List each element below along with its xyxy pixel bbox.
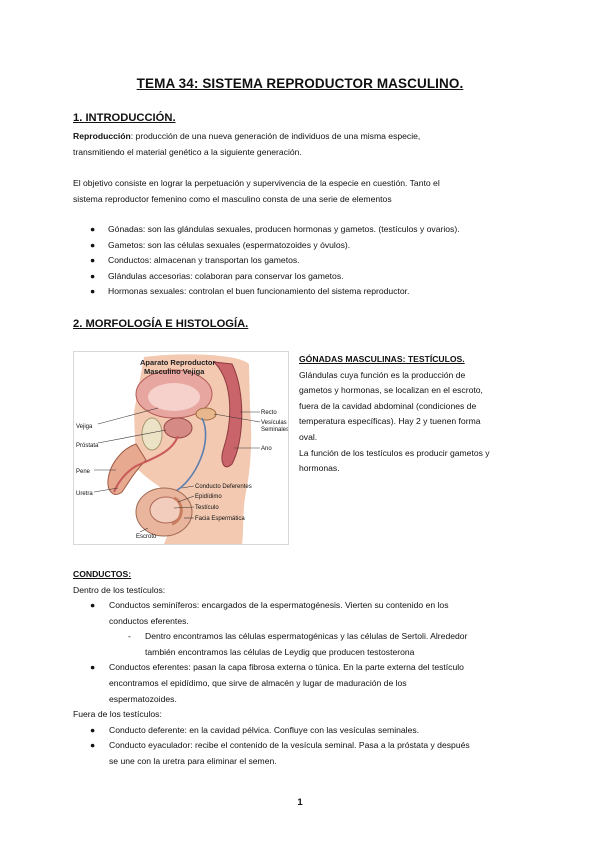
label-uretra: Uretra — [76, 491, 93, 497]
label-prostata: Próstata — [76, 443, 99, 449]
label-pene: Pene — [76, 469, 91, 475]
outside-testes-label: Fuera de los testículos: — [73, 709, 162, 719]
gonads-line: fuera de la cavidad abdominal (condiciones de — [299, 400, 477, 411]
list-item: ● Gametos: son las células sexuales (espermatozoides y óvulos). — [90, 238, 460, 254]
gonads-line: gametos y hormonas, se localizan en el escroto, — [299, 385, 483, 396]
label-facia: Facia Espermática — [195, 516, 245, 522]
duct-item-2-line-2: encontramos el epidídimo, que sirve de almacén y lugar de maduración de los — [109, 678, 407, 688]
bullet-icon: ● — [90, 255, 96, 265]
list-item: ● Conductos: almacenan y transportan los gametos. — [90, 253, 460, 269]
intro-definition — [73, 129, 533, 160]
list-item: ● Gónadas: son las glándulas sexuales, producen hormonas y gametos. (testículos y ovarios). — [90, 222, 460, 238]
duct-item-2-line-3: espermatozoides. — [109, 694, 177, 704]
intro-bullet-list — [90, 222, 460, 300]
bullet-icon: ● — [90, 286, 96, 296]
duct-item-4-line-2: se une con la uretra para eliminar el semen. — [109, 756, 277, 766]
duct-bullet-icon: ● — [90, 740, 96, 750]
bladder-inner — [148, 383, 200, 411]
duct-item-1-line-2: conductos eferentes. — [109, 616, 189, 626]
gonads-line: Glándulas cuya función es la producción de — [299, 369, 466, 380]
intro-heading: 1. INTRODUCCIÓN. — [73, 112, 176, 124]
bullet-icon: ● — [90, 239, 96, 250]
page-number: 1 — [297, 797, 303, 808]
label-seminales: Seminales — [261, 427, 288, 433]
sub-item-line-1: Dentro encontramos las células espermatogénicas y las células de Sertoli. Alrededor — [145, 631, 468, 641]
morphology-heading: 2. MORFOLOGÍA E HISTOLOGÍA. — [73, 318, 249, 330]
page-title: TEMA 34: SISTEMA REPRODUCTOR MASCULINO. — [136, 76, 464, 91]
vesicles-shape — [196, 408, 216, 420]
duct-item-2-line-1: Conductos eferentes: pasan la capa fibrosa externa o túnica. En la parte externa del testículo — [109, 662, 464, 672]
anatomy-illustration — [74, 352, 288, 544]
duct-bullet-icon: ● — [90, 600, 96, 610]
gonads-heading: GÓNADAS MASCULINAS: TESTÍCULOS. — [299, 354, 465, 364]
label-conducto: Conducto Deferentes — [195, 484, 252, 490]
label-testiculo: Testículo — [195, 505, 219, 511]
bullet-icon: ● — [90, 224, 96, 234]
definition-term: Reproducción — [73, 131, 131, 141]
gonads-line: hormonas. — [299, 463, 340, 474]
label-escroto: Escroto — [136, 534, 157, 540]
gonads-text — [299, 352, 549, 477]
duct-item-3: Conducto deferente: en la cavidad pélvica. Confluye con las vesículas seminales. — [109, 725, 420, 735]
label-recto: Recto — [261, 410, 277, 416]
gonads-line: La función de los testículos es producir gametos y — [299, 447, 490, 458]
paragraph-line-2: sistema reproductor femenino como el masculino consta de una serie de elementos — [73, 193, 392, 204]
label-vejiga: Vejiga — [76, 424, 93, 430]
paragraph-line-1: El objetivo consiste en lograr la perpetuación y supervivencia de la especie en cuestión. Tanto el — [73, 178, 440, 188]
gonads-line: oval. — [299, 431, 318, 442]
label-ano: Ano — [261, 446, 272, 452]
duct-item-4-line-1: Conducto eyaculador: recibe el contenido de la vesícula seminal. Pasa a la próstata y después — [109, 740, 470, 750]
ducts-heading: CONDUCTOS: — [73, 569, 132, 579]
sub-item-line-2: también encontramos las células de Leydig que producen testosterona — [145, 647, 415, 657]
anatomy-figure — [73, 351, 289, 545]
figure-title-line-1: Aparato Reproductor — [140, 358, 216, 367]
definition-line-2: transmitiendo el material genético a la siguiente generación. — [73, 146, 302, 157]
definition-line-1: : producción de una nueva generación de individuos de una misma especie, — [130, 131, 421, 141]
gonads-line: temperatura específicas). Hay 2 y tuenen forma — [299, 416, 481, 427]
dash-icon: - — [128, 631, 131, 641]
figure-title-line-2: Masculino Vejiga — [144, 367, 205, 376]
duct-bullet-icon: ● — [90, 725, 96, 735]
list-item: ● Hormonas sexuales: controlan el buen funcionamiento del sistema reproductor. — [90, 284, 460, 300]
duct-bullet-icon: ● — [90, 662, 96, 672]
duct-item-1-line-1: Conductos seminíferos: encargados de la espermatogénesis. Vierten su contenido en los — [109, 600, 449, 610]
label-vesiculas: Vesículas — [261, 420, 287, 426]
list-item: ● Glándulas accesorias: colaboran para conservar los gametos. — [90, 269, 460, 285]
prostate-shape — [164, 418, 192, 438]
bullet-icon: ● — [90, 270, 96, 281]
label-epididimo: Epidídimo — [195, 494, 222, 500]
intro-paragraph — [73, 176, 533, 207]
inside-testes-label: Dentro de los testículos: — [73, 585, 166, 595]
